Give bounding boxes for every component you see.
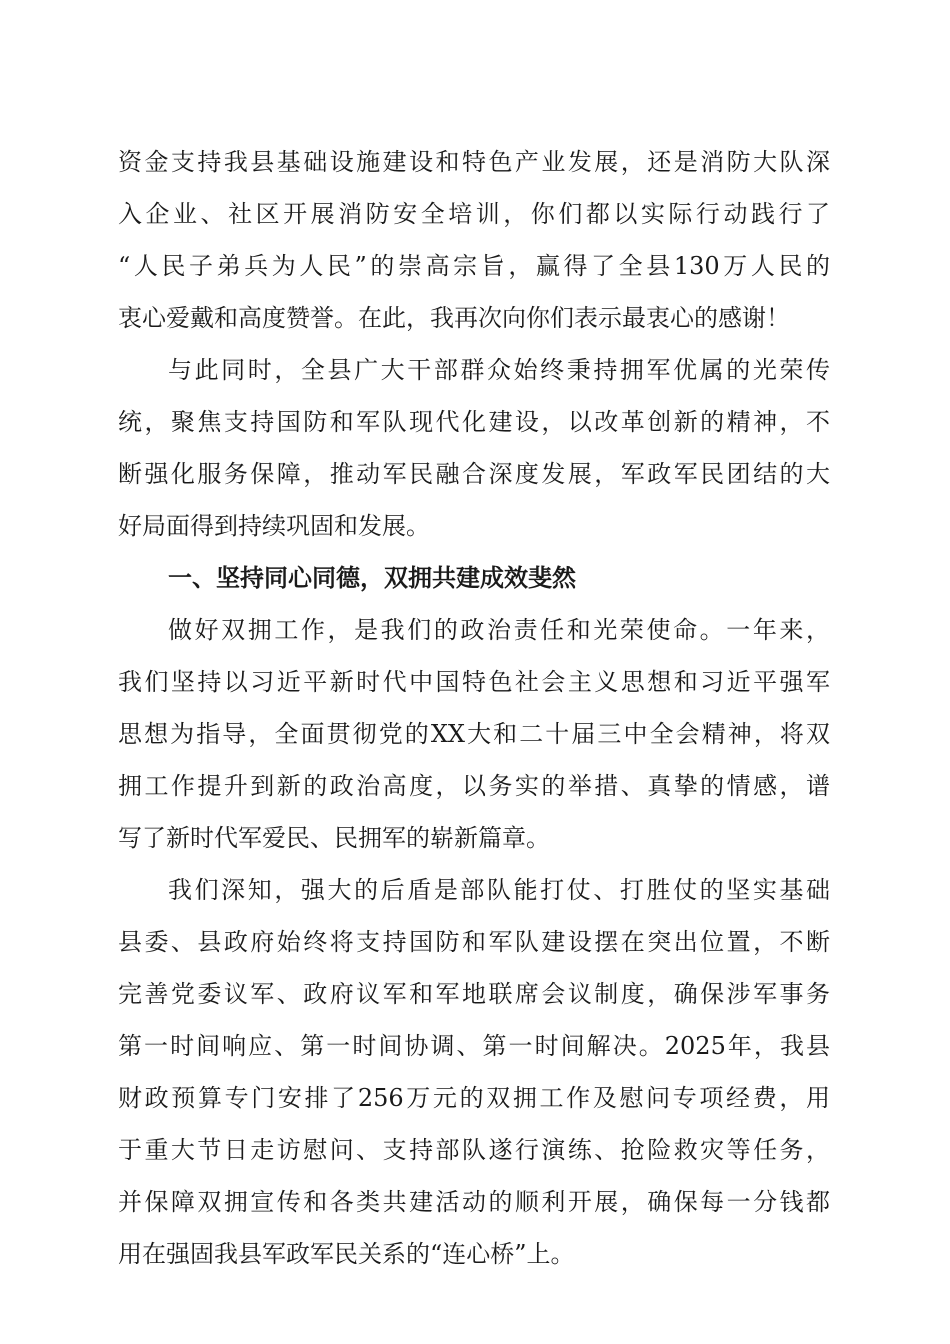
text-line: 断强化服务保障，推动军民融合深度发展，军政军民团结的大 xyxy=(118,460,830,488)
text-line: 完善党委议军、政府议军和军地联席会议制度，确保涉军事务 xyxy=(118,980,830,1008)
text-line: 财政预算专门安排了256万元的双拥工作及慰问专项经费，用 xyxy=(118,1084,830,1112)
paragraph-first-line: 与此同时，全县广大干部群众始终秉持拥军优属的光荣传 xyxy=(168,356,830,384)
text-line: 拥工作提升到新的政治高度，以务实的举措、真挚的情感，谱 xyxy=(118,772,830,800)
paragraph-first-line: 我们深知，强大的后盾是部队能打仗、打胜仗的坚实基础 xyxy=(168,876,830,904)
text-line: 入企业、社区开展消防安全培训，你们都以实际行动践行了 xyxy=(118,200,830,228)
text-line: 我们坚持以习近平新时代中国特色社会主义思想和习近平强军 xyxy=(118,668,830,696)
text-line: “人民子弟兵为人民”的崇高宗旨，赢得了全县130万人民的 xyxy=(118,252,830,280)
text-line: 衷心爱戴和高度赞誉。在此，我再次向你们表示最衷心的感谢！ xyxy=(118,304,790,332)
text-line: 县委、县政府始终将支持国防和军队建设摆在突出位置，不断 xyxy=(118,928,830,956)
text-line: 第一时间响应、第一时间协调、第一时间解决。2025年，我县 xyxy=(118,1032,830,1060)
text-line: 好局面得到持续巩固和发展。 xyxy=(118,512,430,540)
text-line: 用在强固我县军政军民关系的“连心桥”上。 xyxy=(118,1240,575,1268)
text-line: 资金支持我县基础设施建设和特色产业发展，还是消防大队深 xyxy=(118,148,830,176)
text-line: 于重大节日走访慰问、支持部队遂行演练、抢险救灾等任务， xyxy=(118,1136,830,1164)
text-line: 并保障双拥宣传和各类共建活动的顺利开展，确保每一分钱都 xyxy=(118,1188,830,1216)
document-body xyxy=(118,136,830,1280)
text-line: 思想为指导，全面贯彻党的XX大和二十届三中全会精神，将双 xyxy=(118,720,830,748)
text-line: 统，聚焦支持国防和军队现代化建设，以改革创新的精神，不 xyxy=(118,408,830,436)
section-heading: 一、坚持同心同德，双拥共建成效斐然 xyxy=(168,564,576,592)
text-line: 写了新时代军爱民、民拥军的崭新篇章。 xyxy=(118,824,550,852)
paragraph-first-line: 做好双拥工作，是我们的政治责任和光荣使命。一年来， xyxy=(168,616,830,644)
